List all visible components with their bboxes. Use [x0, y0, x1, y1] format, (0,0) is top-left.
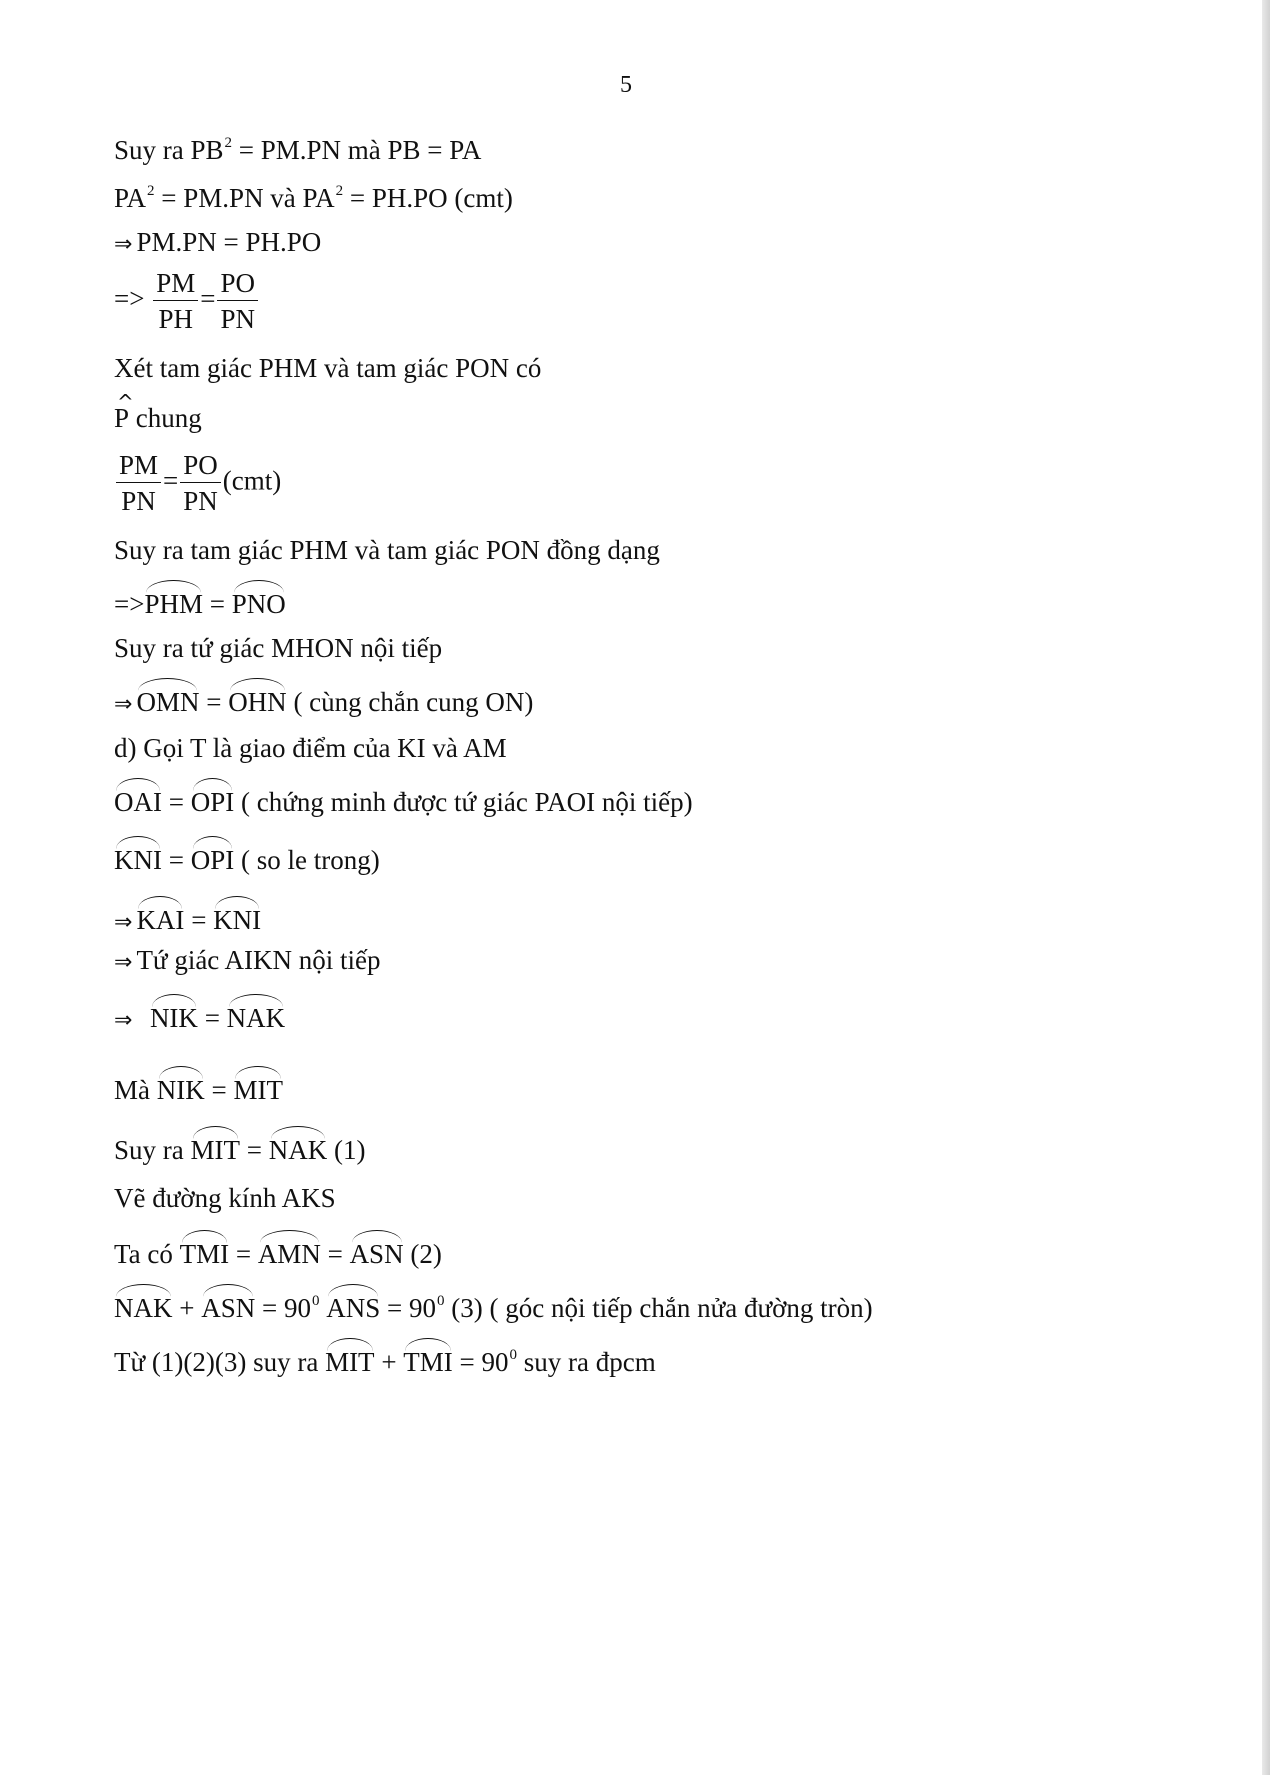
line-12: d) Gọi T là giao điểm của KI và AM: [114, 733, 507, 763]
angle-arc: MIT: [325, 1344, 375, 1378]
angle-arc: OAI: [114, 784, 162, 818]
angle-arc: NIK: [150, 1000, 198, 1034]
line-3: ⇒ PM.PN = PH.PO: [114, 227, 322, 257]
line-13: OAI = OPI ( chứng minh được tứ giác PAOI nội tiếp): [114, 784, 693, 818]
line-1: Suy ra $PB^2 = PM.PN$ mà PB = PA: [114, 135, 482, 165]
line-2: $PA^2 = PM.PN$ và $PA^2 = PH.PO$ (cmt): [114, 183, 513, 213]
line-6: ^ P chung: [114, 402, 202, 434]
angle-arc: OPI: [191, 842, 235, 876]
angle-arc: NIK: [157, 1072, 205, 1106]
line-14: KNI = OPI ( so le trong): [114, 842, 380, 876]
line-22: NAK + ASN = $90^0$ ANS = $90^0$ (3) ( góc nội tiếp chắn nửa đường tròn): [114, 1290, 873, 1329]
angle-arc: NAK: [227, 1000, 286, 1034]
fraction: $\frac{PM}{PH}$: [153, 266, 198, 337]
line-20: Vẽ đường kính AKS: [114, 1183, 336, 1213]
implies-arrow-icon: ⇒: [114, 950, 133, 975]
angle-arc: NAK: [114, 1290, 173, 1324]
angle-arc: ANS: [326, 1290, 380, 1324]
angle-arc: OPI: [191, 784, 235, 818]
line-19: Suy ra MIT = NAK (1): [114, 1132, 365, 1166]
implies-arrow-icon: ⇒: [114, 1008, 133, 1033]
angle-arc: OHN: [228, 684, 287, 718]
line-8: Suy ra tam giác PHM và tam giác PON đồng dạng: [114, 535, 660, 565]
fraction: $\frac{PO}{PN}$: [180, 448, 221, 519]
line-9: =>PHM = PNO: [114, 586, 286, 620]
line-17: ⇒ NIK = NAK: [114, 1000, 285, 1037]
fraction: $\frac{PO}{PN}$: [217, 266, 258, 337]
line-23: Từ (1)(2)(3) suy ra MIT + TMI = $90^0$ suy ra đpcm: [114, 1344, 656, 1383]
angle-hat: ^ P: [114, 402, 129, 434]
angle-arc: PNO: [232, 586, 286, 620]
angle-arc: TMI: [180, 1236, 230, 1270]
implies-arrow-icon: ⇒: [114, 692, 133, 717]
line-18: Mà NIK = MIT: [114, 1072, 283, 1106]
line-7: $\frac{PM}{PN}$ = $\frac{PO}{PN}$ (cmt): [114, 448, 281, 519]
angle-arc: ASN: [350, 1236, 404, 1270]
fraction: $\frac{PM}{PN}$: [116, 448, 161, 519]
angle-arc: NAK: [269, 1132, 328, 1166]
angle-arc: KNI: [213, 902, 261, 936]
angle-arc: ASN: [201, 1290, 255, 1324]
line-16: ⇒ Tứ giác AIKN nội tiếp: [114, 945, 381, 975]
angle-arc: KAI: [136, 902, 184, 936]
implies-arrow-icon: ⇒: [114, 232, 133, 257]
angle-arc: MIT: [191, 1132, 241, 1166]
line-10: Suy ra tứ giác MHON nội tiếp: [114, 633, 443, 663]
angle-arc: TMI: [403, 1344, 453, 1378]
line-15: ⇒ KAI = KNI: [114, 902, 261, 939]
angle-arc: MIT: [233, 1072, 283, 1106]
angle-arc: PHM: [144, 586, 203, 620]
angle-arc: OMN: [136, 684, 199, 718]
line-5: Xét tam giác PHM và tam giác PON có: [114, 353, 542, 383]
page-number: 5: [620, 72, 632, 98]
implies-arrow-icon: ⇒: [114, 910, 133, 935]
line-21: Ta có TMI = AMN = ASN (2): [114, 1236, 442, 1270]
line-4: => $\frac{PM}{PH}$ = $\frac{PO}{PN}$: [114, 266, 260, 337]
line-11: ⇒ OMN = OHN ( cùng chắn cung ON): [114, 684, 533, 721]
angle-arc: KNI: [114, 842, 162, 876]
angle-arc: AMN: [258, 1236, 321, 1270]
page-edge-shadow: [1262, 0, 1270, 1775]
